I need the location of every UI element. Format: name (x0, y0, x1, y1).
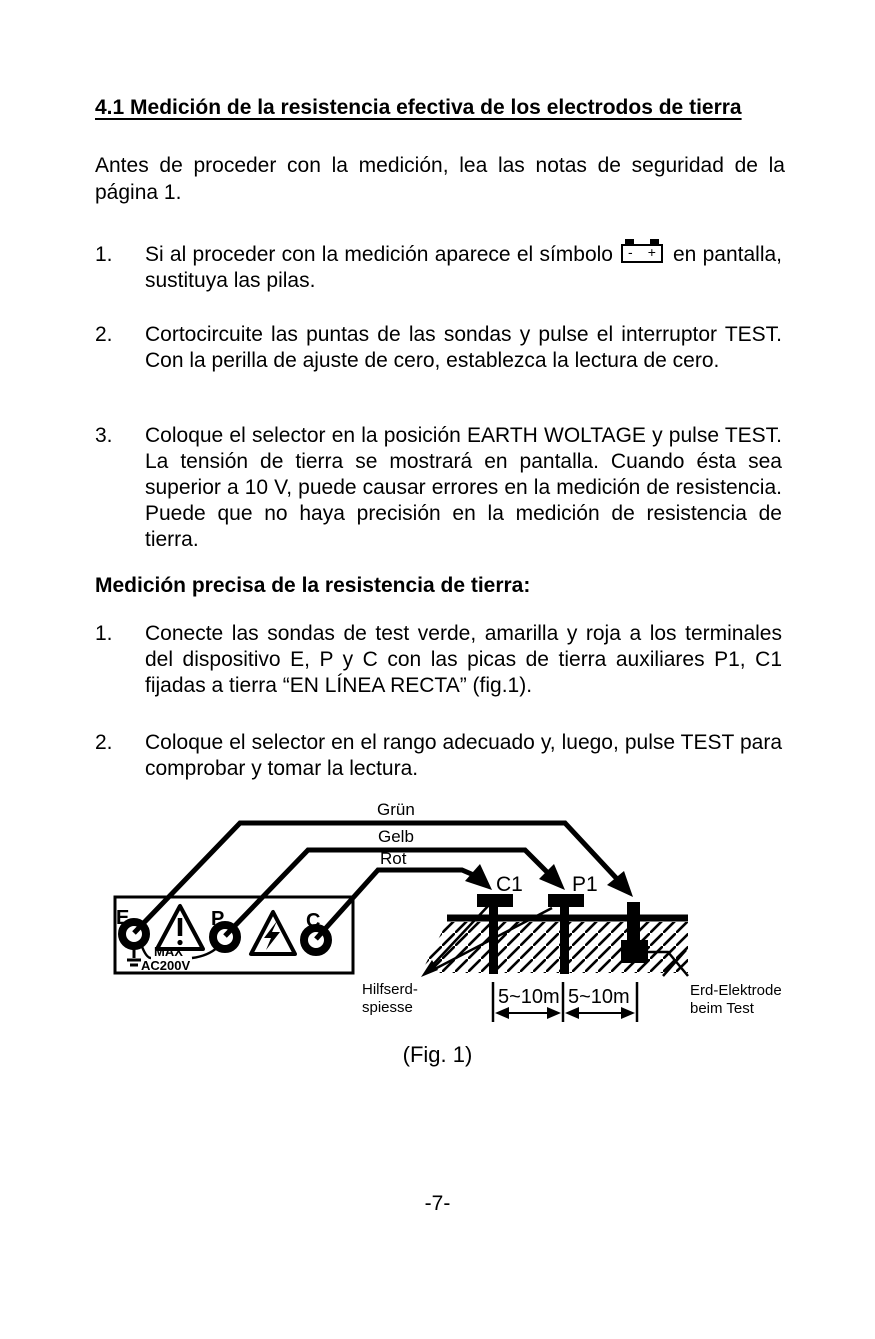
figure-caption: (Fig. 1) (402, 1042, 473, 1067)
intro-paragraph: Antes de proceder con la medición, lea las notas de seguridad de la página 1. (95, 154, 785, 204)
electrode-label-line1: Erd-Elektrode (690, 982, 782, 999)
list-item-text: Coloque el selector en la posición EARTH WOLTAGE y pulse TEST. La tensión de tierra se mostrará en pantalla. Cuando ésta sea superior a 10 V, puede causar errores en la medición de resistencia. Puede que no haya precisión en la medición de resistencia de tierra. (145, 424, 782, 551)
wire-green-label: Grün (377, 800, 415, 819)
aux-spikes-label-line1: Hilfserd- (362, 981, 418, 998)
distance-label-right: 5~10m (568, 986, 630, 1008)
step-text-before: Si al proceder con la medición aparece el símbolo (145, 243, 613, 266)
warning-triangle-icon (157, 906, 203, 949)
terminal-e-label: E (116, 907, 130, 929)
list-item-text (145, 242, 782, 294)
list-item (95, 242, 782, 294)
terminal-c-label: C (306, 910, 321, 932)
list-item-number: 3. (95, 424, 113, 447)
electrode-label-line2: beim Test (690, 1000, 754, 1017)
stake-p1-label: P1 (572, 873, 598, 896)
terminal-p-label: P (211, 908, 225, 930)
high-voltage-triangle-icon (251, 912, 295, 954)
max-label: MAX (154, 944, 183, 959)
page-title: 4.1 Medición de la resistencia efectiva de los electrodos de tierra (95, 96, 742, 119)
distance-label-left: 5~10m (498, 986, 560, 1008)
battery-minus-sign: - (627, 244, 633, 260)
battery-icon (621, 244, 663, 263)
list-item-text: Cortocircuite las puntas de las sondas y pulse el interruptor TEST. Con la perilla de ajuste de cero, establezca la lectura de cero. (145, 323, 782, 372)
list-item-number: 2. (95, 323, 113, 346)
stake-c1-label: C1 (496, 873, 523, 896)
list-item (95, 322, 782, 374)
list-item (95, 730, 782, 782)
wire-red-label: Rot (380, 849, 407, 868)
list-item (95, 621, 782, 699)
list-item (95, 423, 782, 553)
list-item-number: 2. (95, 731, 113, 754)
list-item-number: 1. (95, 243, 113, 266)
section-heading: Medición precisa de la resistencia de tierra: (95, 574, 531, 597)
wire-red-arrowhead (465, 864, 492, 890)
page-number: -7- (424, 1192, 451, 1215)
wire-yellow-label: Gelb (378, 827, 414, 846)
wiring-diagram (0, 790, 875, 1035)
list-item-text: Coloque el selector en el rango adecuado y, luego, pulse TEST para comprobar y tomar la lectura. (145, 731, 782, 780)
step-text-after: en pantalla, sustituya las pilas. (145, 243, 782, 292)
battery-plus-sign: + (647, 244, 656, 260)
max-bracket-left (141, 944, 151, 958)
list-item-number: 1. (95, 622, 113, 645)
list-item-text: Conecte las sondas de test verde, amarilla y roja a los terminales del dispositivo E, P y C con las picas de tierra auxiliares P1, C1 fijadas a tierra “EN LÍNEA RECTA” (fig.1). (145, 622, 782, 697)
aux-spikes-label-line2: spiesse (362, 999, 413, 1016)
voltage-label: AC200V (141, 958, 191, 973)
